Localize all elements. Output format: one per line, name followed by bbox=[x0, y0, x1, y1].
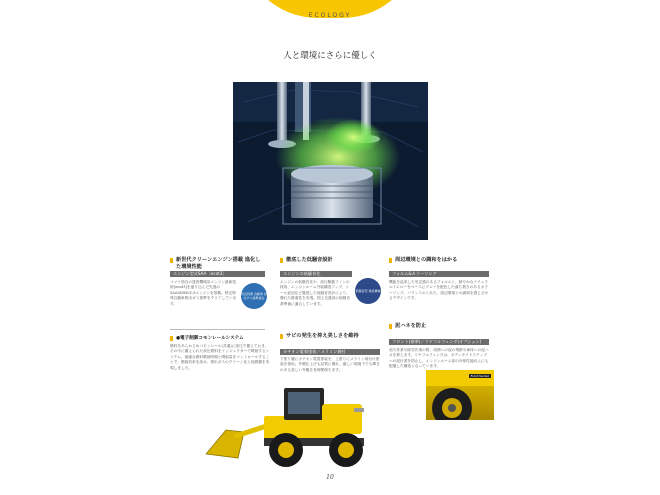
noise-section-bar: エンジンの低騒音化 bbox=[280, 271, 352, 277]
harmony-section-bar: フォルム&カラーリング bbox=[389, 271, 489, 277]
mud-section-text: 前方作業や除雪作業の際、周囲への泥の飛散や車体への泥ハネを抑えます。リヤフルフェンダは、ボディサイドステップへの泥付着を防止し、エンジンルーム部の冷却性能向上にも配慮した構造となっています。 bbox=[389, 348, 489, 369]
harmony-section-text: 機能を追求した安定感のあるフォルムと、鮮やかなナチュラルイエローをベースにグレーを配色した落ち着きのあるカラーリング。バランスのとれた、周辺環境との調和を感じさせるデザインです。 bbox=[389, 280, 489, 301]
rust-section-heading: サビの発生を抑え美しさを維持 bbox=[280, 333, 380, 340]
harmony-section-heading: 周辺環境との調和をはかる bbox=[389, 257, 489, 264]
section-divider bbox=[170, 329, 265, 330]
rust-section-bar: カチオン電着塗装／メラミン焼付 bbox=[280, 349, 380, 355]
engine-section-text: コマツ独自の建設機械用エンジン最新技術[ecot3]を盛り込んだ先進のSAA4D95LE-5エンジンを搭載。特定特殊自動車排出ガス基準をクリアしています。 bbox=[170, 280, 237, 306]
emission-standard-badge: 特定特殊 自動車 排出ガス基準適合 bbox=[241, 283, 267, 309]
page-headline: 人と環境にさらに優しく bbox=[283, 51, 377, 61]
fender-photo-label: Front fender bbox=[470, 374, 489, 378]
low-noise-badge: 低騒音型 建設機械 bbox=[355, 278, 381, 304]
noise-section-text: エンジンの低騒音化や、油圧駆動ファンの採用、エンジンルーム外装構造アップ、シール追加など徹底した低騒音設計により、優れた静粛性を実現。国土交通省の低騒音基準値に適合しています。 bbox=[280, 280, 351, 306]
mud-section-heading: 泥ハネを防止 bbox=[389, 323, 489, 330]
fender-photo bbox=[426, 370, 494, 420]
engine-cutaway-image bbox=[233, 82, 428, 240]
noise-section-heading: 徹底した低騒音設計 bbox=[280, 257, 375, 264]
page-number: 10 bbox=[326, 474, 334, 481]
wheel-loader-image bbox=[204, 382, 379, 470]
commonrail-section-text: 燃料をあらかじめコモンレール(共通)に高圧で蓄えておき、その中に蓄えられた高圧燃料をインジェクターで噴射するシステム。最適な燃料噴射時期と噴射量をコントロールすることで、燃焼効率を高め、排出ガスのクリーン化と低燃費を実現しました。 bbox=[170, 344, 270, 370]
mud-section-bar: フロント(標準)／リヤフルフェンダ(オプション) bbox=[389, 339, 489, 345]
engine-section-heading: 新世代クリーンエンジン搭載 進化した環境性能 bbox=[170, 257, 265, 271]
rust-section-text: 下塗り層にカチオン電着塗装を、上塗りにメラミン焼付け塗装を採用。外観仕上げも品質に優れ、厳しい環境下でも輝きのある美しい外観を長時間保ちます。 bbox=[280, 357, 380, 372]
engine-section-bar: エンジン型式SAA［ecot3］ bbox=[170, 271, 265, 277]
section-banner: ECOLOGY bbox=[308, 12, 352, 19]
commonrail-section-heading: ●電子制御コモンレールシステム bbox=[170, 335, 270, 342]
